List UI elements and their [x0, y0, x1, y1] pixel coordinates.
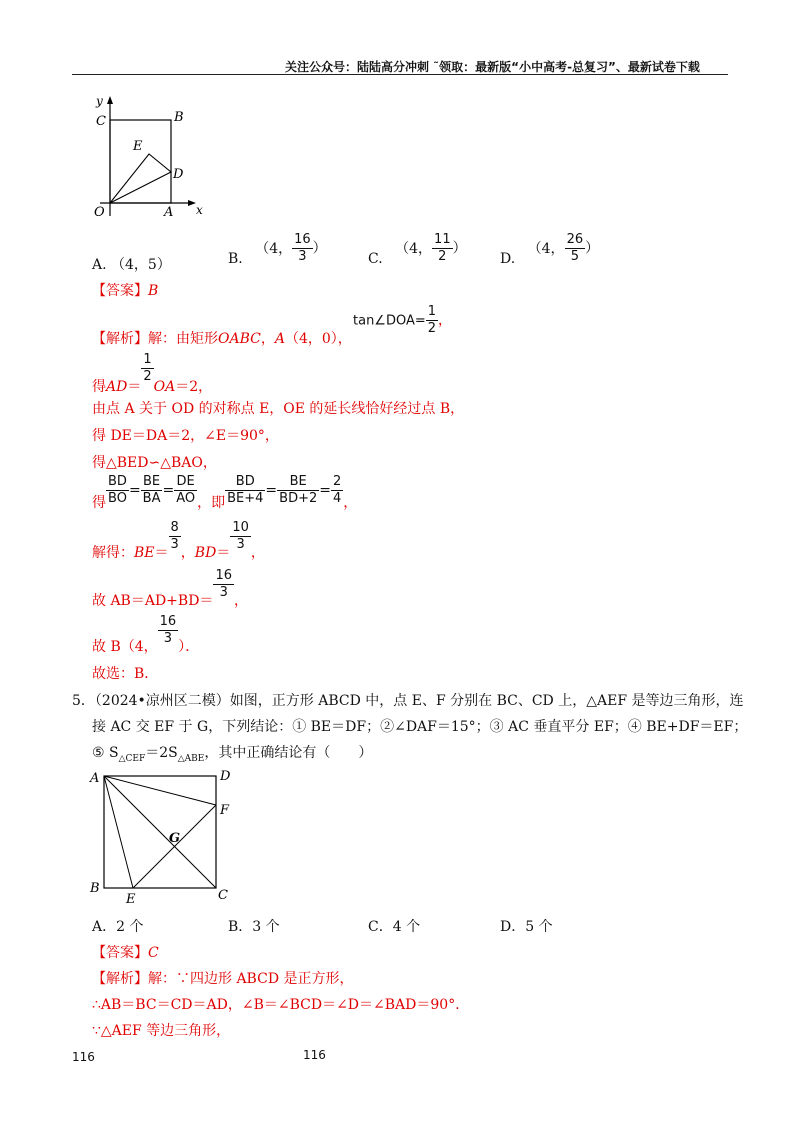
frac-2-4-num: 2: [332, 474, 342, 489]
q5-sub-abe: △ABE: [177, 753, 205, 764]
q5-stem-line-1: 5．（2024•凉州区二模）如图，正方形 ABCD 中，点 E、F 分别在 BC、CD 上，△AEF 是等边三角形，连: [72, 693, 744, 709]
solution-line-8: [92, 568, 248, 610]
frac-2-4-den: 4: [332, 491, 342, 506]
line7-bd: BD: [194, 544, 217, 561]
solution-line-3: 由点 A 关于 OD 的对称点 E，OE 的延长线恰好经过点 B，: [92, 401, 465, 417]
option-c-numerator: 11: [434, 232, 451, 247]
option-b-denominator: 3: [292, 248, 313, 265]
line7-end: ，: [250, 544, 265, 561]
option-b: [228, 232, 327, 265]
page-header: 关注公众号：陆陆高分冲刺 ˜领取：最新版“小中高考-总复习”、最新试卷下载: [285, 60, 700, 74]
option-b-open: （4，: [255, 240, 293, 257]
solution-line-6: [92, 474, 357, 512]
y-axis-arrow: [107, 96, 113, 104]
option-a-value: （4，5）: [111, 257, 171, 273]
option-d-denominator: 5: [565, 248, 586, 265]
answer-bracket: 【答案】: [92, 283, 148, 299]
bd-numerator: 10: [232, 520, 249, 535]
option-d-open: （4，: [527, 240, 565, 257]
figure-square-abcd: [86, 766, 236, 906]
rectangle-oabc: [110, 120, 171, 203]
option-d-label: D.: [500, 251, 516, 267]
label-o: O: [94, 205, 105, 220]
frac-de-ao-num: DE: [176, 474, 195, 489]
header-divider: [72, 74, 728, 75]
q5-option-c: C．4 个: [368, 919, 421, 935]
solution-obj-oabc: OABC: [218, 331, 261, 347]
q5-answer-bracket: 【答案】: [92, 945, 148, 961]
option-b-label: B.: [228, 251, 243, 267]
x-axis-arrow: [188, 200, 196, 206]
line6-pre: 得: [92, 494, 106, 511]
solution-line-2: [92, 352, 212, 396]
option-c-close: ）: [452, 240, 467, 257]
option-c: [368, 232, 467, 265]
line2-ad: AD: [106, 378, 128, 395]
tan-numerator: 1: [427, 304, 437, 319]
line8-denominator: 3: [213, 584, 234, 601]
q5-solution-line-1-text: 解：∵四边形 ABCD 是正方形，: [148, 971, 354, 987]
q5-stem-line-2: 接 AC 交 EF 于 G，下列结论：① BE＝DF；②∠DAF＝15°；③ AC 垂直平分 EF；④ BE+DF＝EF；: [92, 719, 748, 735]
line7-eq: ＝: [154, 544, 169, 561]
line2-oa: OA: [153, 378, 176, 395]
frac-bd-bo-den: BO: [108, 491, 127, 506]
solution-line-7: [92, 520, 265, 562]
q5-line3-pre: ⑤ S: [92, 745, 119, 761]
q5-option-b: B．3 个: [228, 919, 280, 935]
solution-line-10: 故选：B．: [92, 666, 159, 682]
triangle-oed: [110, 154, 171, 203]
solution-line-5: 得△BED∽△BAO，: [92, 455, 217, 471]
label-c: C: [96, 114, 106, 129]
solution-line-9: [92, 614, 199, 656]
option-d: [500, 232, 599, 265]
line8-numerator: 16: [215, 568, 232, 583]
line7-sep: ，: [180, 544, 195, 561]
line9-denominator: 3: [158, 630, 179, 647]
solution-sep: ，: [260, 331, 275, 347]
q5-solution-line-3: ∵△AEF 等边三角形，: [92, 1023, 231, 1039]
eq-1: =: [128, 482, 141, 499]
line2-end: ＝2，: [175, 378, 213, 395]
frac-de-ao-den: AO: [176, 491, 196, 506]
q5-solution-line-1: [92, 968, 354, 988]
frac-be-ba-num: BE: [143, 474, 161, 489]
answer-value: B: [148, 283, 159, 299]
label-x: x: [196, 203, 203, 217]
page-number-left: 116: [72, 1050, 95, 1064]
be-numerator: 8: [170, 520, 179, 535]
figure-coordinate-rectangle: [86, 92, 211, 220]
option-c-open: （4，: [395, 240, 433, 257]
tan-doa: [353, 304, 452, 337]
tan-denominator: 2: [427, 321, 437, 336]
option-c-denominator: 2: [432, 248, 453, 265]
solution-line-1: [92, 328, 352, 348]
label-d: D: [220, 769, 231, 784]
option-d-close: ）: [585, 240, 600, 257]
eq-4: =: [319, 482, 331, 499]
line6-mid: ，即: [197, 494, 226, 511]
bd-denominator: 3: [230, 536, 251, 553]
solution-line-4: 得 DE＝DA＝2，∠E＝90°，: [92, 428, 279, 444]
q5-answer: [92, 942, 159, 962]
option-c-label: C.: [368, 251, 383, 267]
frac-be-bd2-num: BE: [289, 474, 307, 489]
solution-coord: （4，0），: [284, 331, 352, 347]
option-b-close: ）: [312, 240, 327, 257]
solution-bracket: 【解析】: [92, 331, 148, 347]
line8-end: ，: [233, 592, 248, 609]
tan-text: tan∠DOA=: [353, 313, 426, 329]
q5-stem-line-3: [92, 742, 372, 764]
label-f: F: [220, 803, 230, 818]
label-g: G: [169, 831, 181, 846]
q5-line3-end: ，其中正确结论有（ ）: [204, 745, 373, 761]
q4-answer: [92, 280, 158, 300]
frac-bd-be4-den: BE+4: [227, 491, 264, 506]
line9-end: ）．: [178, 638, 200, 655]
frac-bd-be4-num: BD: [235, 474, 255, 489]
option-a-label: A.: [92, 257, 107, 273]
option-a: [92, 254, 171, 274]
line7-eq2: ＝: [216, 544, 231, 561]
segment-ae: [104, 776, 133, 888]
label-d: D: [173, 167, 184, 182]
frac-bd-bo-num: BD: [108, 474, 127, 489]
label-b: B: [174, 110, 184, 125]
label-e: E: [133, 139, 143, 154]
line8-pre: 故 AB＝AD+BD＝: [92, 592, 214, 609]
label-a: A: [90, 771, 100, 786]
tan-tail: ，: [438, 312, 453, 329]
line2-eq: ＝: [127, 378, 142, 395]
line9-numerator: 16: [159, 614, 177, 629]
q5-sub-cef: △CEF: [118, 753, 146, 764]
line7-be: BE: [134, 544, 155, 561]
label-c: C: [218, 888, 228, 903]
diagonal-ac: [104, 776, 216, 888]
line7-pre: 解得：: [92, 544, 134, 561]
page-number-center: 116: [303, 1048, 326, 1062]
label-a: A: [164, 205, 174, 220]
line2-pre: 得: [92, 378, 106, 395]
solution-point-a: A: [274, 331, 285, 347]
frac-be-bd2-den: BD+2: [279, 491, 318, 506]
label-e: E: [126, 892, 136, 906]
segment-af: [104, 776, 216, 805]
line2-denominator: 2: [143, 369, 152, 384]
option-b-numerator: 16: [294, 232, 311, 247]
q5-line3-mid: ＝2S: [145, 745, 178, 761]
label-y: y: [96, 94, 103, 108]
line6-end: ，: [343, 494, 358, 511]
solution-line-1-text: 解：由矩形: [148, 331, 218, 347]
frac-be-ba-den: BA: [142, 491, 161, 506]
line2-numerator: 1: [143, 352, 152, 367]
be-denominator: 3: [170, 537, 179, 552]
line9-pre: 故 B（4，: [92, 638, 158, 655]
q5-answer-value: C: [148, 945, 159, 961]
eq-2: =: [162, 482, 175, 499]
eq-3: =: [265, 482, 278, 499]
q5-option-a: A．2 个: [92, 919, 144, 935]
q5-solution-line-2: ∴AB＝BC＝CD＝AD，∠B＝∠BCD＝∠D＝∠BAD＝90°．: [92, 997, 470, 1013]
q5-option-d: D．5 个: [500, 919, 553, 935]
option-d-numerator: 26: [566, 232, 584, 247]
q5-solution-bracket: 【解析】: [92, 971, 148, 987]
label-b: B: [90, 881, 100, 896]
